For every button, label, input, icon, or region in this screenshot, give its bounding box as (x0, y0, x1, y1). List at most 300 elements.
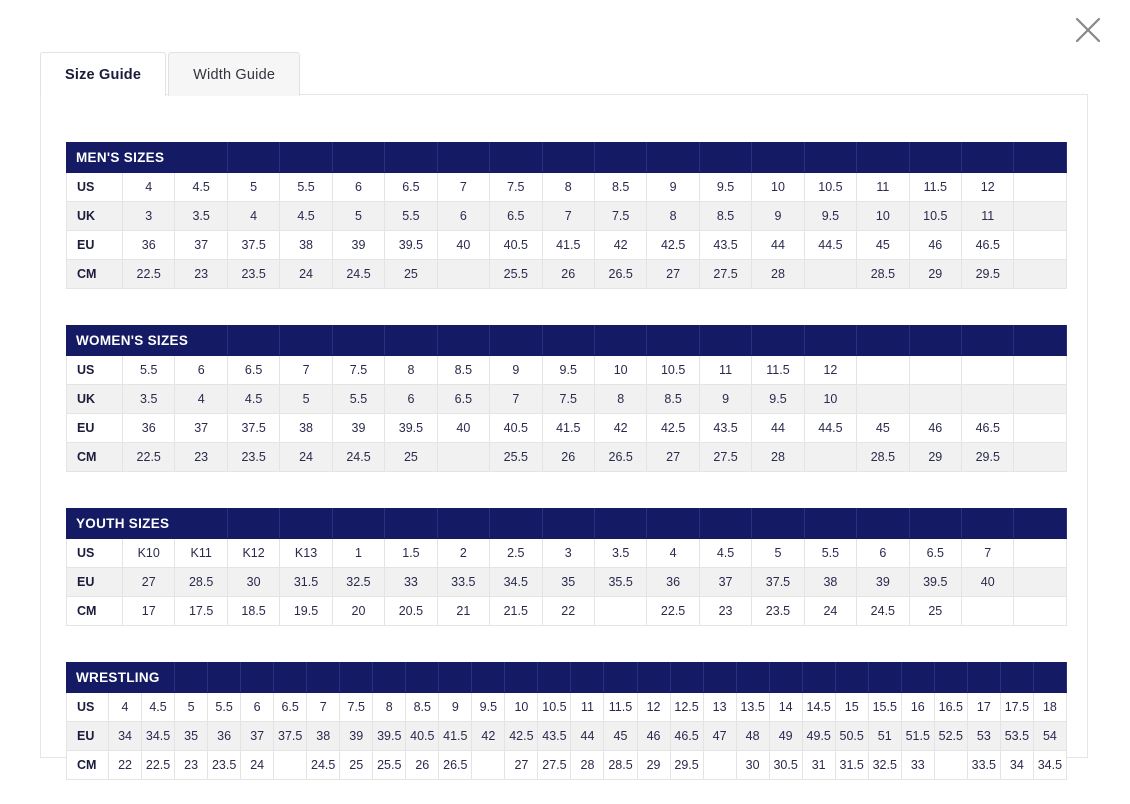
size-cell: K13 (280, 539, 332, 568)
size-cell: 7 (437, 173, 489, 202)
size-cell: 34 (1000, 751, 1033, 780)
size-cell: 24.5 (307, 751, 340, 780)
size-cell: 4.5 (227, 385, 279, 414)
size-cell: 4 (123, 173, 175, 202)
table-header-cell (208, 663, 241, 693)
size-cell: 12 (804, 356, 856, 385)
size-cell: 17 (967, 693, 1000, 722)
size-cell: 6.5 (385, 173, 437, 202)
size-cell: 39.5 (909, 568, 961, 597)
size-cell: 5 (175, 693, 208, 722)
size-cell: 24.5 (332, 260, 384, 289)
size-cell: 8 (594, 385, 646, 414)
size-cell (857, 385, 909, 414)
size-cell: 27.5 (699, 443, 751, 472)
size-cell: 25.5 (373, 751, 406, 780)
size-cell: 6.5 (437, 385, 489, 414)
table-row (67, 356, 1067, 385)
table-header-cell (274, 663, 307, 693)
size-cell (472, 751, 505, 780)
table-row (67, 751, 1067, 780)
size-cell: 5 (227, 173, 279, 202)
table-row (67, 693, 1067, 722)
size-cell: 6 (437, 202, 489, 231)
table-header-cell (868, 663, 901, 693)
table-header-cell (752, 326, 804, 356)
size-cell: 8.5 (594, 173, 646, 202)
size-cell: K12 (227, 539, 279, 568)
size-cell: 39 (340, 722, 373, 751)
size-cell: 32.5 (868, 751, 901, 780)
size-cell: 12 (962, 173, 1014, 202)
table-header-cell (490, 143, 542, 173)
size-cell (1014, 173, 1066, 202)
size-cell: 46 (637, 722, 670, 751)
table-title: YOUTH SIZES (67, 509, 228, 539)
size-cell: 39 (332, 414, 384, 443)
size-cell: 31.5 (280, 568, 332, 597)
size-cell: 9.5 (542, 356, 594, 385)
size-cell (909, 385, 961, 414)
size-cell: 15 (835, 693, 868, 722)
size-cell (909, 356, 961, 385)
size-cell: 37 (699, 568, 751, 597)
table-header-cell (437, 509, 489, 539)
row-label: EU (67, 414, 123, 443)
size-cell: 7.5 (594, 202, 646, 231)
table-header-cell (699, 143, 751, 173)
size-cell: 22.5 (123, 260, 175, 289)
size-cell: 9 (699, 385, 751, 414)
size-cell: 38 (280, 231, 332, 260)
table-header-cell (752, 509, 804, 539)
size-cell: 27 (505, 751, 538, 780)
size-cell: 26 (406, 751, 439, 780)
size-cell: 49 (769, 722, 802, 751)
table-header-cell (542, 326, 594, 356)
table-header-cell (962, 509, 1014, 539)
size-cell: 22.5 (142, 751, 175, 780)
size-cell: 11.5 (604, 693, 637, 722)
table-header-cell (752, 143, 804, 173)
table-header-cell (647, 326, 699, 356)
size-cell: 26 (542, 260, 594, 289)
size-cell: 6 (385, 385, 437, 414)
table-header-cell (1000, 663, 1033, 693)
size-cell: 24.5 (332, 443, 384, 472)
size-cell: 31.5 (835, 751, 868, 780)
table-header-cell (542, 143, 594, 173)
size-cell: 9 (647, 173, 699, 202)
table-header-cell (437, 326, 489, 356)
size-cell: 15.5 (868, 693, 901, 722)
size-cell: 25 (385, 443, 437, 472)
table-title: WRESTLING (67, 663, 175, 693)
size-cell: 26.5 (594, 260, 646, 289)
size-cell: 22 (542, 597, 594, 626)
size-cell: 28.5 (857, 260, 909, 289)
size-table (66, 325, 1067, 472)
size-cell: 36 (208, 722, 241, 751)
size-cell: 36 (123, 231, 175, 260)
size-cell: 8.5 (699, 202, 751, 231)
size-cell: 34.5 (490, 568, 542, 597)
size-cell: 39 (857, 568, 909, 597)
size-cell: 7 (962, 539, 1014, 568)
size-cell: 42.5 (647, 231, 699, 260)
size-cell: 4 (227, 202, 279, 231)
size-cell: 8 (385, 356, 437, 385)
size-cell: 3.5 (175, 202, 227, 231)
table-header-cell (538, 663, 571, 693)
table-header-cell (804, 143, 856, 173)
size-cell: 4 (647, 539, 699, 568)
size-cell: 4 (109, 693, 142, 722)
size-cell: 5.5 (804, 539, 856, 568)
size-cell: 44.5 (804, 231, 856, 260)
table-header-cell (699, 326, 751, 356)
size-cell: 33 (385, 568, 437, 597)
size-cell: 3.5 (594, 539, 646, 568)
size-cell: 37 (241, 722, 274, 751)
size-cell: 21 (437, 597, 489, 626)
size-cell: 46.5 (962, 414, 1014, 443)
size-cell: 32.5 (332, 568, 384, 597)
size-cell: 6.5 (274, 693, 307, 722)
size-cell: 23.5 (227, 443, 279, 472)
table-header-cell (604, 663, 637, 693)
size-cell: 25.5 (490, 443, 542, 472)
size-cell: 16.5 (934, 693, 967, 722)
size-cell: 7.5 (490, 173, 542, 202)
table-header-cell (703, 663, 736, 693)
size-cell: 44 (752, 414, 804, 443)
size-cell: 7 (307, 693, 340, 722)
size-cell: 26.5 (594, 443, 646, 472)
size-cell: 12.5 (670, 693, 703, 722)
size-cell: 7 (542, 202, 594, 231)
size-cell: 23 (175, 751, 208, 780)
table-header-cell (1033, 663, 1066, 693)
table-header-cell (175, 663, 208, 693)
size-cell (804, 443, 856, 472)
size-cell: 43.5 (699, 414, 751, 443)
size-cell: 30 (227, 568, 279, 597)
size-cell (962, 356, 1014, 385)
table-header-cell (594, 509, 646, 539)
table-header-cell (241, 663, 274, 693)
size-cell: 10.5 (804, 173, 856, 202)
row-label: US (67, 539, 123, 568)
size-cell (1014, 202, 1066, 231)
row-label: US (67, 693, 109, 722)
size-cell: 24 (804, 597, 856, 626)
table-row (67, 173, 1067, 202)
size-cell: 46.5 (670, 722, 703, 751)
size-tables (66, 142, 1066, 780)
size-cell: 25 (909, 597, 961, 626)
size-cell: 11 (857, 173, 909, 202)
size-cell: 23 (175, 260, 227, 289)
table-header-cell (373, 663, 406, 693)
table-header-cell (437, 143, 489, 173)
size-cell: 10.5 (538, 693, 571, 722)
size-cell: 17.5 (1000, 693, 1033, 722)
size-cell: 33 (901, 751, 934, 780)
size-cell: 6 (857, 539, 909, 568)
table-header-cell (909, 326, 961, 356)
size-cell: 37.5 (227, 414, 279, 443)
size-cell: 5.5 (208, 693, 241, 722)
size-cell: 3 (542, 539, 594, 568)
size-cell: 34.5 (142, 722, 175, 751)
size-cell: 11 (571, 693, 604, 722)
size-cell (804, 260, 856, 289)
size-cell: 29.5 (670, 751, 703, 780)
size-table (66, 662, 1067, 780)
size-cell: 9 (490, 356, 542, 385)
table-header-cell (385, 143, 437, 173)
size-cell: 51.5 (901, 722, 934, 751)
size-cell: 12 (637, 693, 670, 722)
size-cell: 54 (1033, 722, 1066, 751)
size-cell (857, 356, 909, 385)
size-cell: 48 (736, 722, 769, 751)
size-cell: 42.5 (647, 414, 699, 443)
size-cell: 17 (123, 597, 175, 626)
size-cell: 24.5 (857, 597, 909, 626)
size-cell: 6 (241, 693, 274, 722)
size-cell: 9 (752, 202, 804, 231)
size-cell: 10.5 (647, 356, 699, 385)
size-cell: 44 (752, 231, 804, 260)
table-header-cell (909, 509, 961, 539)
size-cell: 7.5 (332, 356, 384, 385)
size-cell: 28 (571, 751, 604, 780)
tab-size-guide-label: Size Guide (65, 66, 142, 83)
size-cell: 7 (280, 356, 332, 385)
table-header-cell (594, 143, 646, 173)
table-title: WOMEN'S SIZES (67, 326, 228, 356)
tab-size-guide[interactable] (40, 52, 166, 96)
table-header-cell (571, 663, 604, 693)
size-cell: 4.5 (699, 539, 751, 568)
size-cell: 23 (699, 597, 751, 626)
size-cell: 49.5 (802, 722, 835, 751)
size-cell: 50.5 (835, 722, 868, 751)
size-cell: 29 (909, 443, 961, 472)
size-cell: 44 (571, 722, 604, 751)
table-header-cell (406, 663, 439, 693)
table-header-cell (736, 663, 769, 693)
size-cell: 41.5 (542, 414, 594, 443)
table-header-cell (647, 509, 699, 539)
table-header-cell (962, 143, 1014, 173)
size-cell: 37.5 (274, 722, 307, 751)
size-cell: 40.5 (406, 722, 439, 751)
size-cell: 46 (909, 414, 961, 443)
size-cell: 25 (340, 751, 373, 780)
size-cell (1014, 597, 1066, 626)
table-header-cell (385, 509, 437, 539)
size-cell: K10 (123, 539, 175, 568)
size-cell: 46 (909, 231, 961, 260)
size-cell: 8.5 (647, 385, 699, 414)
size-cell: 28.5 (857, 443, 909, 472)
size-cell: 39.5 (373, 722, 406, 751)
table-header-cell (967, 663, 1000, 693)
size-cell: 45 (857, 414, 909, 443)
size-cell: 43.5 (538, 722, 571, 751)
table-header-cell (505, 663, 538, 693)
size-cell: 37 (175, 231, 227, 260)
size-cell: 3.5 (123, 385, 175, 414)
size-cell: 6 (332, 173, 384, 202)
size-cell: 51 (868, 722, 901, 751)
size-cell: 8.5 (437, 356, 489, 385)
size-cell (934, 751, 967, 780)
size-cell (1014, 539, 1066, 568)
size-cell: 10 (857, 202, 909, 231)
row-label: EU (67, 231, 123, 260)
size-cell: 7.5 (542, 385, 594, 414)
size-cell: 10.5 (909, 202, 961, 231)
row-label: UK (67, 385, 123, 414)
size-cell: 5 (280, 385, 332, 414)
size-cell: 38 (280, 414, 332, 443)
size-cell: 43.5 (699, 231, 751, 260)
size-cell: 52.5 (934, 722, 967, 751)
size-cell (1014, 260, 1066, 289)
size-cell: 8 (542, 173, 594, 202)
table-header-cell (340, 663, 373, 693)
size-cell: 4.5 (280, 202, 332, 231)
size-cell: 37.5 (752, 568, 804, 597)
size-cell: 46.5 (962, 231, 1014, 260)
table-header-cell (307, 663, 340, 693)
size-cell: 4 (175, 385, 227, 414)
size-cell: 23.5 (208, 751, 241, 780)
dialog-tabs (40, 52, 300, 96)
table-header-cell (934, 663, 967, 693)
table-header-cell (490, 509, 542, 539)
table-row (67, 443, 1067, 472)
size-cell: 23.5 (227, 260, 279, 289)
size-cell: 34 (109, 722, 142, 751)
size-cell: 44.5 (804, 414, 856, 443)
size-cell: 6.5 (490, 202, 542, 231)
size-cell: 35.5 (594, 568, 646, 597)
table-header-cell (804, 326, 856, 356)
size-cell: 5 (332, 202, 384, 231)
size-cell: 18.5 (227, 597, 279, 626)
table-header-cell (490, 326, 542, 356)
table-title: MEN'S SIZES (67, 143, 228, 173)
size-cell: 37.5 (227, 231, 279, 260)
size-cell: 38 (804, 568, 856, 597)
size-cell: 13.5 (736, 693, 769, 722)
table-row (67, 385, 1067, 414)
size-cell: 45 (857, 231, 909, 260)
table-header-cell (227, 143, 279, 173)
size-cell (1014, 356, 1066, 385)
size-cell: 9.5 (472, 693, 505, 722)
size-cell: 40 (962, 568, 1014, 597)
table-header-cell (439, 663, 472, 693)
size-cell: 2 (437, 539, 489, 568)
table-row (67, 260, 1067, 289)
size-cell (437, 443, 489, 472)
table-header-cell (857, 509, 909, 539)
size-cell: 39 (332, 231, 384, 260)
size-cell: 2.5 (490, 539, 542, 568)
size-cell: 11.5 (909, 173, 961, 202)
table-header-cell (647, 143, 699, 173)
size-cell: 29 (637, 751, 670, 780)
size-cell: 4.5 (142, 693, 175, 722)
size-cell: 40.5 (490, 414, 542, 443)
size-cell: 8 (373, 693, 406, 722)
size-cell: 28 (752, 443, 804, 472)
size-cell: 40.5 (490, 231, 542, 260)
row-label: US (67, 356, 123, 385)
size-cell (1014, 385, 1066, 414)
size-cell: 35 (175, 722, 208, 751)
size-cell: 28.5 (175, 568, 227, 597)
size-cell: 29.5 (962, 260, 1014, 289)
size-cell: K11 (175, 539, 227, 568)
row-label: EU (67, 568, 123, 597)
size-cell: 45 (604, 722, 637, 751)
size-cell: 5 (752, 539, 804, 568)
tab-width-guide[interactable] (168, 52, 300, 96)
table-header-cell (227, 509, 279, 539)
size-cell: 33.5 (437, 568, 489, 597)
table-header-cell (1014, 143, 1066, 173)
size-cell: 14.5 (802, 693, 835, 722)
size-cell: 5.5 (123, 356, 175, 385)
size-cell: 10 (505, 693, 538, 722)
size-table (66, 142, 1067, 289)
size-cell: 30 (736, 751, 769, 780)
table-header-cell (332, 143, 384, 173)
size-cell: 26 (542, 443, 594, 472)
size-cell: 11.5 (752, 356, 804, 385)
row-label: US (67, 173, 123, 202)
table-row (67, 568, 1067, 597)
table-header-cell (280, 509, 332, 539)
table-row (67, 539, 1067, 568)
size-cell: 14 (769, 693, 802, 722)
table-header-cell (594, 326, 646, 356)
size-cell: 18 (1033, 693, 1066, 722)
size-cell (594, 597, 646, 626)
size-cell: 27.5 (538, 751, 571, 780)
table-header-cell (227, 326, 279, 356)
size-cell: 53 (967, 722, 1000, 751)
size-cell: 24 (241, 751, 274, 780)
size-cell (437, 260, 489, 289)
table-header-cell (857, 143, 909, 173)
table-row (67, 414, 1067, 443)
size-cell (1014, 568, 1066, 597)
size-cell: 22 (109, 751, 142, 780)
close-icon[interactable] (1070, 12, 1106, 48)
size-cell: 23 (175, 443, 227, 472)
tab-width-guide-label: Width Guide (193, 66, 276, 83)
size-cell: 34.5 (1033, 751, 1066, 780)
size-cell: 40 (437, 231, 489, 260)
